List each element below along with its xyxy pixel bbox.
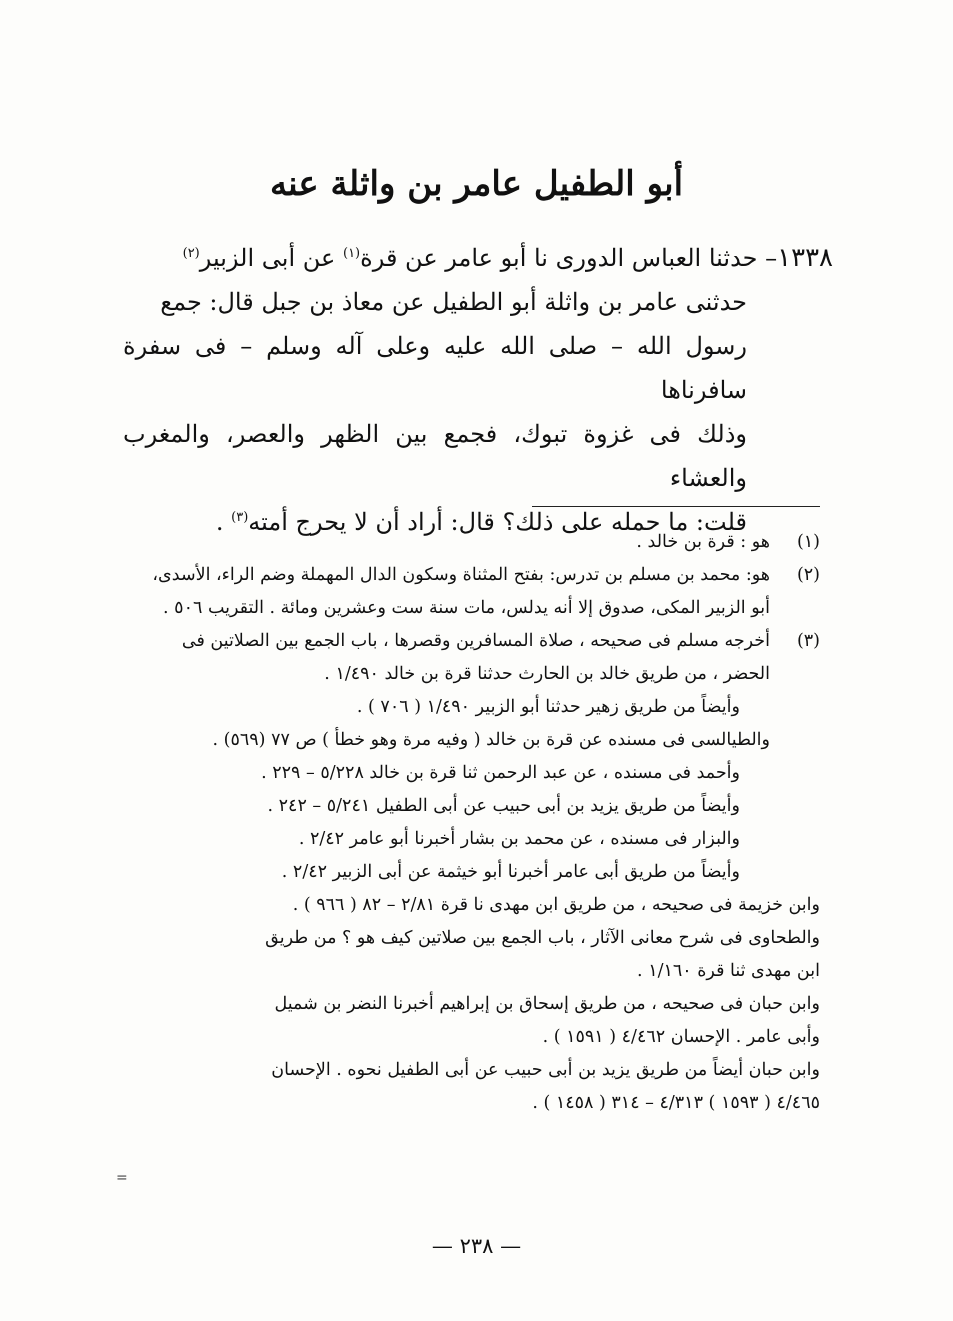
footnote-3 bbox=[120, 625, 820, 889]
footnote-3-line: وأبى عامر . الإحسان ٤/٤٦٢ ( ١٥٩١ ) . bbox=[542, 1027, 820, 1047]
page-number: — ٢٣٨ — bbox=[431, 1234, 522, 1258]
footnote-2-line: هو: محمد بن مسلم بن تدرس: بفتح المثناة وسكون الدال المهملة وضم الراء، الأسدى، bbox=[152, 565, 770, 585]
hadith-line-1-text: حدثنا العباس الدورى نا أبو عامر عن قرة bbox=[360, 244, 758, 272]
hadith-line-3: رسول الله – صلى الله عليه وعلى آله وسلم – فى سفرة سافرناها bbox=[123, 332, 747, 404]
hadith-end-period: . bbox=[215, 508, 224, 536]
footnote-3-line: وأيضاً من طريق يزيد بن أبى حبيب عن أبى الطفيل ٥/٢٤١ – ٢٤٢ . bbox=[267, 796, 740, 816]
footnote-3-marker: (٣) bbox=[796, 631, 820, 651]
footnote-3-line: ابن مهدى ثنا قرة ١/١٦٠ . bbox=[637, 961, 820, 981]
footnote-1-marker: (١) bbox=[796, 532, 820, 552]
hadith-line-1 bbox=[123, 236, 833, 280]
hadith-line-1-tail: عن أبى الزبير bbox=[199, 244, 336, 272]
footnote-3-line: وأيضاً من طريق زهير حدثنا أبو الزبير ١/٤٩٠ ( ٧٠٦ ) . bbox=[356, 697, 740, 717]
footnote-3-line: وابن حبان أيضاً من طريق يزيد بن أبى حبيب عن أبى الطفيل نحوه . الإحسان bbox=[271, 1060, 820, 1080]
hadith-number: ١٣٣٨ bbox=[777, 243, 833, 273]
footnote-ref-3: (٣) bbox=[231, 510, 249, 525]
hadith-dash: – bbox=[765, 244, 778, 272]
hadith-line-5-text: قلت: ما حمله على ذلك؟ قال: أراد أن لا يحرج أمته bbox=[248, 508, 747, 536]
footnote-3-line: والبزار فى مسنده ، عن محمد بن بشار أخبرنا أبو عامر ٢/٤٢ . bbox=[298, 829, 740, 849]
hadith-line-4: وذلك فى غزوة تبوك، فجمع بين الظهر والعصر، والمغرب والعشاء bbox=[123, 420, 747, 492]
footnote-separator bbox=[532, 506, 820, 507]
hadith-line-2: حدثنى عامر بن واثلة أبو الطفيل عن معاذ بن جبل قال: جمع bbox=[160, 288, 747, 316]
footnote-1-text: هو : قرة بن خالد . bbox=[636, 532, 770, 552]
footnote-ref-1: (١) bbox=[342, 246, 361, 261]
section-heading: أبو الطفيل عامر بن واثلة عنه bbox=[269, 164, 684, 204]
footnote-3-line: وابن خزيمة فى صحيحه ، من طريق ابن مهدى نا قرة ٢/٨١ – ٨٢ ( ٩٦٦ ) . bbox=[292, 895, 820, 915]
footnote-ref-2: (٢) bbox=[182, 246, 200, 261]
footnote-3-line: وأحمد فى مسنده ، عن عبد الرحمن ثنا قرة بن خالد ٥/٢٢٨ – ٢٢٩ . bbox=[261, 763, 740, 783]
footnote-2 bbox=[120, 559, 820, 625]
footnote-3-line: والطحاوى فى شرح معانى الآثار ، باب الجمع بين صلاتين كيف هو ؟ من طريق bbox=[265, 928, 820, 948]
footnote-3-line: الحضر ، من طريق خالد بن الحارث حدثنا قرة بن خالد ١/٤٩٠ . bbox=[324, 664, 770, 684]
footnote-1 bbox=[120, 526, 820, 559]
hadith-text bbox=[123, 236, 833, 544]
footnote-2-line: أبو الزبير المكى، صدوق إلا أنه يدلس، مات سنة ست وعشرين ومائة . التقريب ٥٠٦ . bbox=[163, 598, 770, 618]
footnote-3-line: أخرجه مسلم فى صحيحه ، صلاة المسافرين وقصرها ، باب الجمع بين الصلاتين فى bbox=[181, 631, 770, 651]
continuation-mark: = bbox=[116, 1170, 128, 1186]
footnote-3-line: والطيالسى فى مسنده عن قرة بن خالد ( وفيه مرة وهو خطأ ) ص ٧٧ (٥٦٩) . bbox=[212, 730, 770, 750]
footnote-2-marker: (٢) bbox=[796, 565, 820, 585]
footnote-3-line: وأيضاً من طريق أبى عامر أخبرنا أبو خيثمة عن أبى الزبير ٢/٤٢ . bbox=[281, 862, 740, 882]
footnote-3-continued bbox=[120, 889, 820, 1120]
footnotes bbox=[120, 526, 820, 1120]
footnote-3-line: ٤/٤٦٥ ( ١٥٩٣ ) ٤/٣١٣ – ٣١٤ ( ١٤٥٨ ) . bbox=[532, 1093, 820, 1113]
footnote-3-line: وابن حبان فى صحيحه ، من طريق إسحاق بن إبراهيم أخبرنا النضر بن شميل bbox=[274, 994, 820, 1014]
